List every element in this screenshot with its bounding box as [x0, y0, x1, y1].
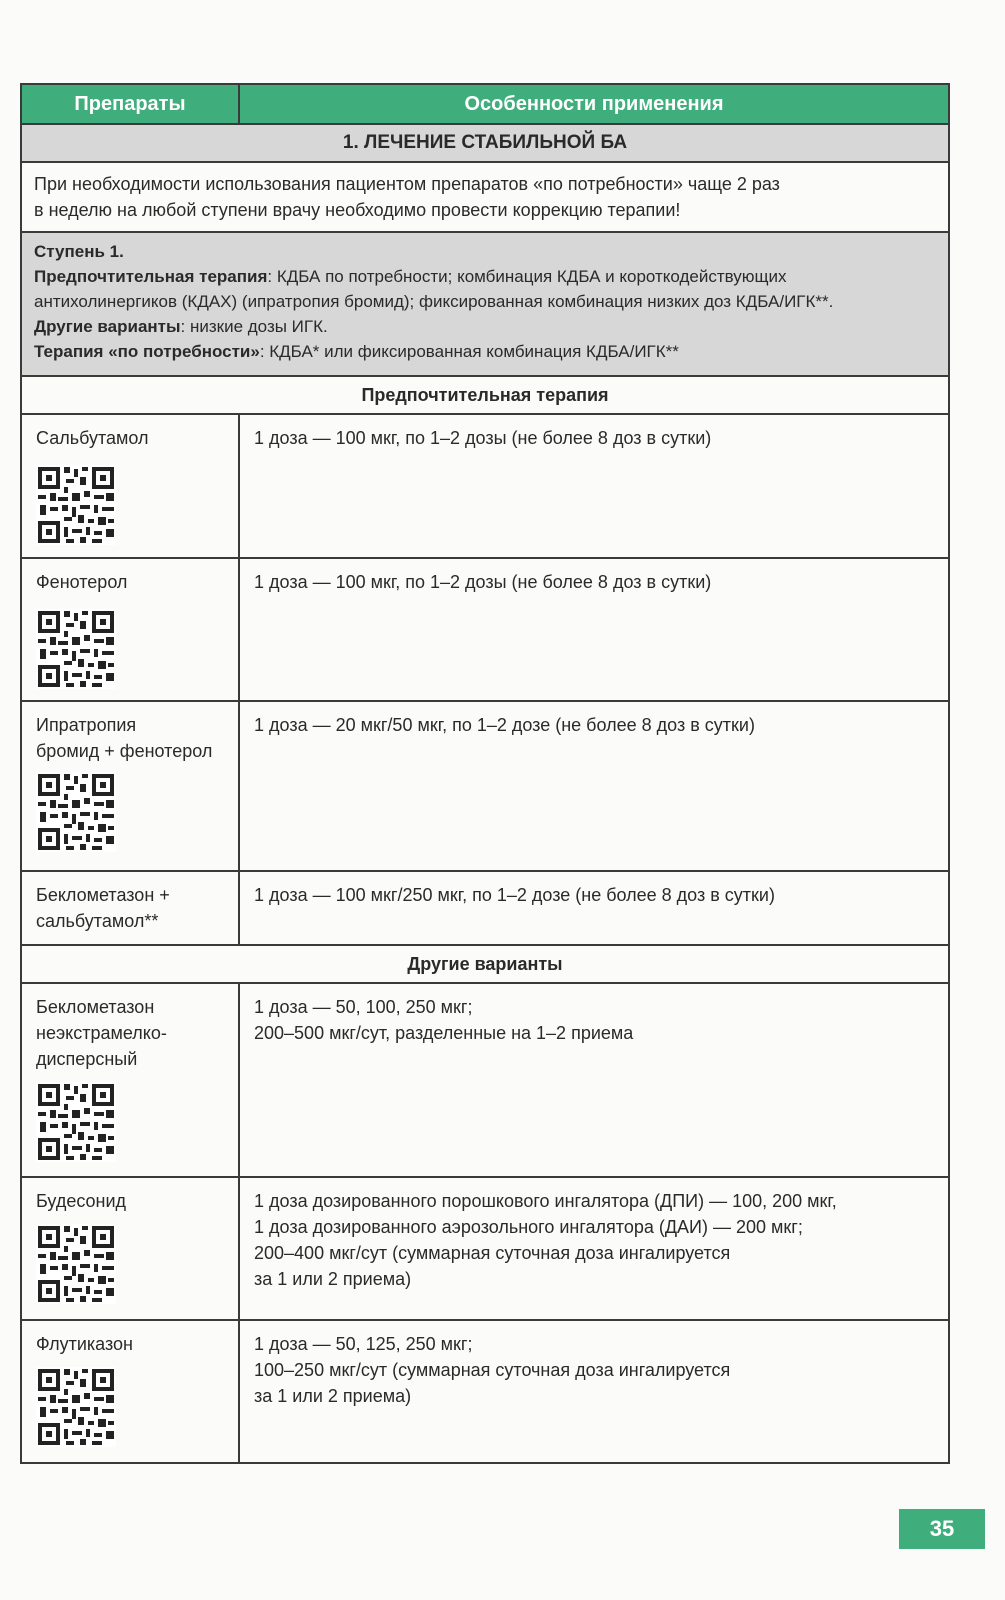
table-row	[21, 701, 949, 871]
column-header-usage: Особенности применения	[239, 84, 949, 124]
section-title: 1. ЛЕЧЕНИЕ СТАБИЛЬНОЙ БА	[21, 124, 949, 162]
subheader-row	[21, 945, 949, 983]
drug-usage-cell: 1 доза — 100 мкг, по 1–2 дозы (не более 8 доз в сутки)	[239, 558, 949, 701]
subheader-preferred: Предпочтительная терапия	[21, 376, 949, 414]
drug-usage-cell: 1 доза дозированного порошкового ингалятора (ДПИ) — 100, 200 мкг, 1 доза дозированного аэрозольного ингалятора (ДАИ) — 200 мкг; 200–400 мкг/сут (суммарная суточная доза ингалируется за 1 или 2 приема)	[239, 1177, 949, 1320]
drug-usage-cell: 1 доза — 20 мкг/50 мкг, по 1–2 дозе (не более 8 доз в сутки)	[239, 701, 949, 871]
table-header-row	[21, 84, 949, 124]
step-title: Ступень 1.	[34, 242, 124, 261]
table-row	[21, 558, 949, 701]
qr-code-icon[interactable]	[36, 1224, 116, 1304]
step-description: Ступень 1. Предпочтительная терапия: КДБА по потребности; комбинация КДБА и короткодействующих антихолинергиков (КДАХ) (ипратропия бромид); фиксированная комбинация низких доз КДБА/ИГК**. Другие варианты: низкие дозы ИГК. Терапия «по потребности»: КДБА* или фиксированная комбинация КДБА/ИГК**	[21, 232, 949, 376]
section-row	[21, 124, 949, 162]
table-row	[21, 1177, 949, 1320]
qr-code-icon[interactable]	[36, 1367, 116, 1447]
drug-usage-cell: 1 доза — 100 мкг/250 мкг, по 1–2 дозе (не более 8 доз в сутки)	[239, 871, 949, 945]
qr-code-icon[interactable]	[36, 465, 116, 545]
qr-code-icon[interactable]	[36, 1082, 116, 1162]
page-number: 35	[899, 1509, 985, 1549]
drug-name-cell: Сальбутамол	[21, 414, 239, 558]
drug-name-cell: Фенотерол	[21, 558, 239, 701]
table-row	[21, 1320, 949, 1463]
column-header-drugs: Препараты	[21, 84, 239, 124]
table-row	[21, 871, 949, 945]
drug-usage-cell: 1 доза — 50, 100, 250 мкг; 200–500 мкг/сут, разделенные на 1–2 приема	[239, 983, 949, 1177]
subheader-other: Другие варианты	[21, 945, 949, 983]
note-text: При необходимости использования пациентом препаратов «по потребности» чаще 2 раз в неделю на любой ступени врачу необходимо провести коррекцию терапии!	[21, 162, 949, 232]
table-row	[21, 414, 949, 558]
table-row	[21, 983, 949, 1177]
drug-name-cell: Ипратропия бромид + фенотерол	[21, 701, 239, 871]
drug-name-cell: Беклометазон неэкстрамелко- дисперсный	[21, 983, 239, 1177]
drug-table	[20, 83, 950, 1464]
step-row	[21, 232, 949, 376]
drug-usage-cell: 1 доза — 100 мкг, по 1–2 дозы (не более 8 доз в сутки)	[239, 414, 949, 558]
note-row	[21, 162, 949, 232]
drug-name-cell: Будесонид	[21, 1177, 239, 1320]
drug-usage-cell: 1 доза — 50, 125, 250 мкг; 100–250 мкг/сут (суммарная суточная доза ингалируется за 1 или 2 приема)	[239, 1320, 949, 1463]
qr-code-icon[interactable]	[36, 609, 116, 689]
qr-code-icon[interactable]	[36, 772, 116, 852]
subheader-row	[21, 376, 949, 414]
drug-name-cell: Беклометазон + сальбутамол**	[21, 871, 239, 945]
drug-name-cell: Флутиказон	[21, 1320, 239, 1463]
